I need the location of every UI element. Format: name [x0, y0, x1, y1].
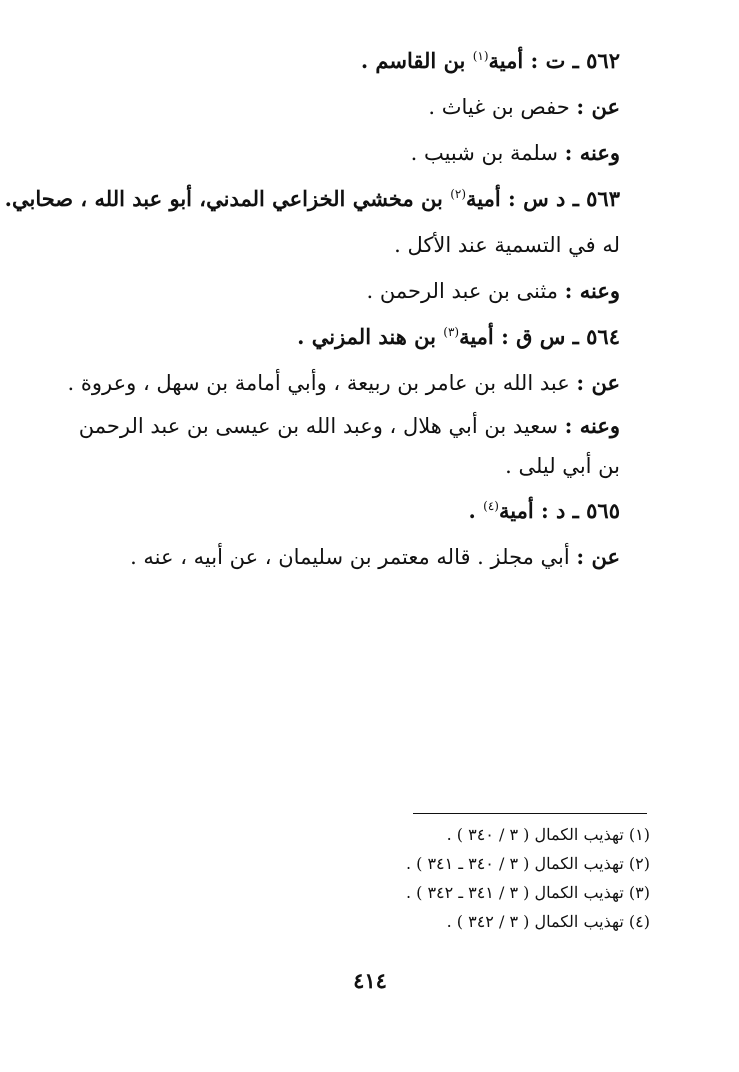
footnote-item: (٢) تهذيب الكمال ( ٣ / ٣٤٠ ـ ٣٤١ ) .	[405, 854, 650, 873]
entry-heading-text: بن هند المزني .	[297, 324, 444, 349]
entry-heading-text: ٥٦٤ ـ س ق : أمية	[459, 324, 620, 349]
entry-heading-text: بن مخشي الخزاعي المدني، أبو عبد الله ، صحابي.	[4, 186, 451, 211]
entry-heading-564	[75, 314, 620, 360]
entry-heading-565	[75, 488, 620, 534]
entry-heading-text: ٥٦٥ ـ د : أمية	[498, 498, 620, 523]
line-label: وعنه :	[564, 413, 620, 438]
entry-line	[75, 534, 620, 580]
entry-line	[75, 130, 620, 176]
footnote-item: (٤) تهذيب الكمال ( ٣ / ٣٤٢ ) .	[446, 912, 650, 931]
line-label: عن :	[576, 94, 620, 119]
line-text: سعيد بن أبي هلال ، وعبد الله بن عيسى بن عبد الرحمن بن أبي ليلى .	[78, 414, 620, 478]
footnote-divider	[413, 813, 647, 814]
footnote-item: (٣) تهذيب الكمال ( ٣ / ٣٤١ ـ ٣٤٢ ) .	[405, 883, 650, 902]
line-text: سلمة بن شبيب .	[410, 141, 565, 165]
footnote-ref: (١)	[472, 49, 489, 63]
line-text: أبي مجلز . قاله معتمر بن سليمان ، عن أبيه ، عنه .	[130, 545, 577, 569]
entry-line	[75, 222, 620, 268]
entry-heading-562	[75, 38, 620, 84]
line-text: مثنى بن عبد الرحمن .	[366, 279, 565, 303]
entry-heading-text: ٥٦٢ ـ ت : أمية	[488, 48, 620, 73]
footnotes	[250, 820, 650, 936]
line-text: عبد الله بن عامر بن ربيعة ، وأبي أمامة بن سهل ، وعروة .	[67, 371, 577, 395]
entry-heading-563	[4, 176, 620, 222]
line-label: وعنه :	[564, 278, 620, 303]
entry-line	[75, 268, 620, 314]
page-number: ٤١٤	[353, 968, 387, 993]
line-text: له في التسمية عند الأكل .	[394, 233, 620, 257]
footnote-ref: (٢)	[450, 187, 467, 201]
footnote-ref: (٣)	[443, 325, 460, 339]
entry-heading-text: بن القاسم .	[360, 48, 473, 73]
main-text	[4, 38, 620, 580]
entry-heading-text: .	[468, 498, 484, 523]
line-label: وعنه :	[564, 140, 620, 165]
footnote-item: (١) تهذيب الكمال ( ٣ / ٣٤٠ ) .	[446, 825, 650, 844]
line-label: عن :	[576, 370, 620, 395]
line-text: حفص بن غياث .	[428, 95, 577, 119]
line-label: عن :	[576, 544, 620, 569]
entry-heading-text: ٥٦٣ ـ د س : أمية	[466, 186, 620, 211]
entry-line	[75, 84, 620, 130]
entry-line	[67, 360, 620, 406]
entry-line	[75, 406, 620, 486]
footnote-ref: (٤)	[483, 499, 499, 513]
